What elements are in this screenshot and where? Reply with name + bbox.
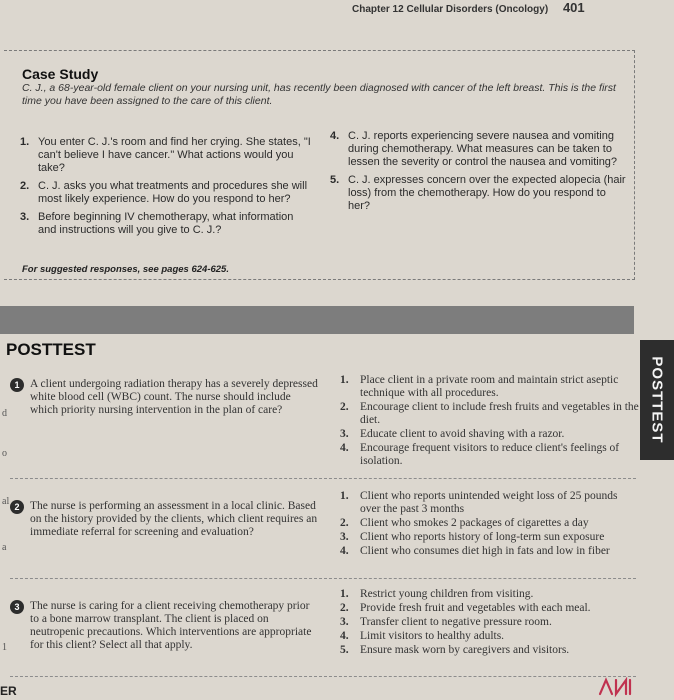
- margin-mark: al: [2, 496, 10, 507]
- section-band: [0, 306, 634, 334]
- question-divider: [10, 478, 636, 479]
- answer-option[interactable]: 2. Encourage client to include fresh fruits and vegetables in the diet.: [340, 401, 639, 426]
- case-study-title: Case Study: [22, 66, 99, 82]
- answer-option[interactable]: 1. Restrict young children from visiting.: [340, 588, 534, 600]
- margin-mark: a: [2, 542, 7, 553]
- answer-option[interactable]: 2. Provide fresh fruit and vegetables with each meal.: [340, 602, 591, 614]
- question-stem: The nurse is caring for a client receiving chemotherapy prior to a bone marrow transplant. The client is placed on neutropenic precautions. Which interventions are appropriate for this client? Select all that apply.: [30, 600, 312, 651]
- chapter-title: Chapter 12 Cellular Disorders (Oncology): [352, 4, 549, 15]
- answer-option[interactable]: 1. Place client in a private room and maintain strict aseptic technique with all procedures.: [340, 374, 619, 399]
- question-divider: [10, 578, 636, 579]
- answer-option[interactable]: 4. Encourage frequent visitors to reduce client's feelings of isolation.: [340, 442, 620, 467]
- answer-option[interactable]: 3. Client who reports history of long-term sun exposure: [340, 531, 605, 543]
- case-question: 3. Before beginning IV chemotherapy, what information and instructions will you give to C. J.?: [20, 211, 294, 236]
- margin-mark: d: [2, 408, 7, 419]
- answer-options: [340, 374, 640, 469]
- question-stem: The nurse is performing an assessment in a local clinic. Based on the history provided by the clients, which client requires an immediate referral for screening and evaluation?: [30, 500, 318, 538]
- case-study-intro: C. J., a 68-year-old female client on your nursing unit, has recently been diagnosed with cancer of the left breast. This is the first time you have been assigned to the care of this client.: [22, 82, 616, 107]
- answer-option[interactable]: 4. Client who consumes diet high in fats and low in fiber: [340, 545, 610, 557]
- question-number-badge: 1: [10, 378, 24, 392]
- margin-mark: 1: [2, 642, 7, 653]
- case-question: 1. You enter C. J.'s room and find her crying. She states, "I can't believe I have cancer." What actions would you take?: [20, 136, 311, 174]
- page-number: 401: [562, 0, 585, 15]
- footer-fragment: ER: [0, 684, 17, 698]
- case-question: 5. C. J. expresses concern over the expected alopecia (hair loss) from the chemotherapy. How do you respond to her?: [330, 174, 626, 212]
- answer-option[interactable]: 2. Client who smokes 2 packages of cigarettes a day: [340, 517, 589, 529]
- posttest-title: POSTTEST: [6, 340, 96, 359]
- margin-mark: o: [2, 448, 7, 459]
- answer-option[interactable]: 3. Educate client to avoid shaving with a razor.: [340, 428, 565, 440]
- running-head: [352, 0, 585, 15]
- answer-option[interactable]: 4. Limit visitors to healthy adults.: [340, 630, 505, 642]
- answer-option[interactable]: 5. Ensure mask worn by caregivers and visitors.: [340, 644, 570, 656]
- posttest-side-tab: POSTTEST: [640, 340, 674, 460]
- case-questions-left: [20, 136, 312, 242]
- question-number-badge: 3: [10, 600, 24, 614]
- question-stem: A client undergoing radiation therapy has a severely depressed white blood cell (WBC) count. The nurse should include which priority nursing intervention in the plan of care?: [30, 378, 318, 416]
- case-question: 4. C. J. reports experiencing severe nausea and vomiting during chemotherapy. What measures can be taken to lessen the severity or control the nausea and vomiting?: [330, 130, 618, 168]
- case-questions-right: [330, 130, 630, 218]
- case-question: 2. C. J. asks you what treatments and procedures she will most likely experience. How do you respond to her?: [20, 180, 308, 205]
- question-divider: [10, 676, 636, 677]
- suggested-responses-note: For suggested responses, see pages 624-625.: [22, 264, 229, 275]
- answer-options: [340, 490, 640, 559]
- answer-options: [340, 588, 640, 658]
- answer-option[interactable]: 3. Transfer client to negative pressure room.: [340, 616, 552, 628]
- question-number-badge: 2: [10, 500, 24, 514]
- answer-option[interactable]: 1. Client who reports unintended weight loss of 25 pounds over the past 3 months: [340, 490, 618, 515]
- stamp-mark-icon: [596, 676, 636, 698]
